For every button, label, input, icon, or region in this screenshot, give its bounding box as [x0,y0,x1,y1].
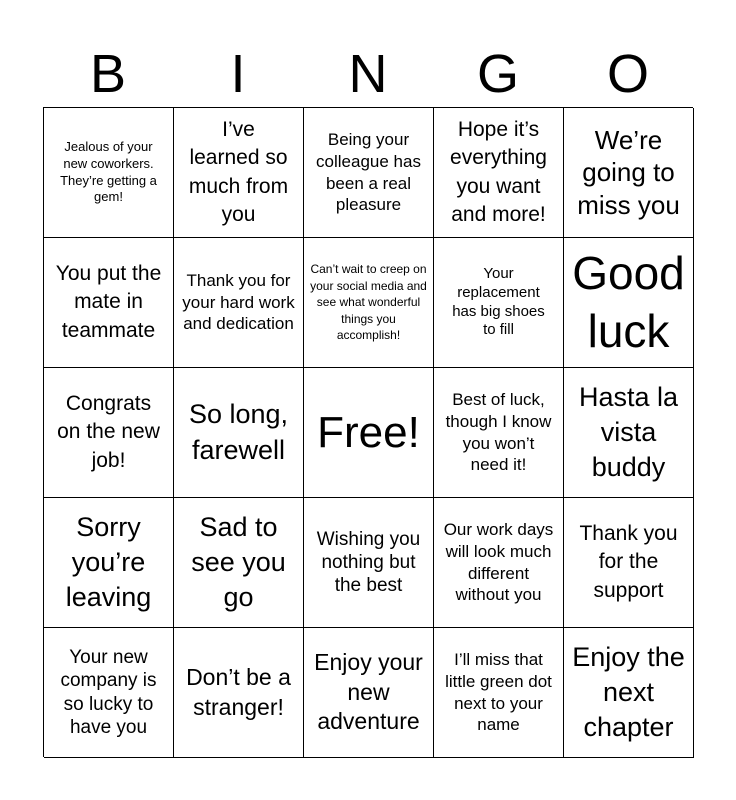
cell-text: Best of luck, though I know you won’t need it! [445,390,552,475]
bingo-cell-1-3 [304,108,434,238]
bingo-cell-1-1 [44,108,174,238]
bingo-cell-2-2 [174,238,304,368]
cell-text: Free! [317,407,420,457]
cell-text: Thank you for the support [579,521,678,602]
cell-text: Our work days will look much different without you [443,520,554,605]
header-letter-g: G [476,44,519,104]
cell-text: Sorry you’re leaving [65,511,152,613]
cell-text: Hasta la vista buddy [578,381,679,483]
bingo-cell-5-5 [564,628,694,758]
cell-text: So long, farewell [188,399,289,465]
bingo-cell-4-3 [304,498,434,628]
cell-text: Sad to see you go [191,511,286,613]
bingo-cell-3-4 [434,368,564,498]
cell-text: Congrats on the new job! [57,391,160,472]
header-letter-b: B [89,44,127,104]
cell-text: Being your colleague has been a real pleasure [316,130,421,215]
cell-text: Can’t wait to creep on your social media and see what wonderful things you accomplish! [310,262,427,343]
bingo-cell-2-5 [564,238,694,368]
header-letter-i: I [230,44,246,104]
cell-text: You put the mate in teammate [55,261,162,342]
bingo-cell-5-3 [304,628,434,758]
bingo-cell-1-5 [564,108,694,238]
bingo-cell-5-1 [44,628,174,758]
bingo-cell-3-5 [564,368,694,498]
cell-text: Your replacement has big shoes to fill [452,265,545,339]
bingo-cell-2-1 [44,238,174,368]
bingo-cell-5-2 [174,628,304,758]
cell-text: I’ll miss that little green dot next to your name [445,650,552,735]
bingo-cell-3-3 [304,368,434,498]
bingo-cell-1-2 [174,108,304,238]
bingo-header [43,40,693,108]
bingo-cell-4-5 [564,498,694,628]
header-letter-o: O [606,44,649,104]
cell-text: Enjoy your new adventure [314,648,423,735]
cell-text: Good luck [572,247,685,357]
bingo-cell-3-2 [174,368,304,498]
bingo-cell-4-1 [44,498,174,628]
bingo-cell-1-4 [434,108,564,238]
cell-text: Wishing you nothing but the best [316,528,421,597]
bingo-cell-3-1 [44,368,174,498]
cell-text: Don’t be a stranger! [186,663,291,720]
bingo-grid [43,107,693,757]
cell-text: Hope it’s everything you want and more! [450,117,547,226]
header-letter-n: N [348,44,388,104]
bingo-cell-2-4 [434,238,564,368]
cell-text: Thank you for your hard work and dedication [182,270,295,334]
bingo-cell-4-4 [434,498,564,628]
cell-text: Your new company is so lucky to have you [60,647,157,738]
cell-text: I’ve learned so much from you [188,117,289,226]
cell-text: Jealous of your new coworkers. They’re getting a gem! [60,138,157,205]
bingo-cell-5-4 [434,628,564,758]
bingo-cell-2-3 [304,238,434,368]
bingo-cell-4-2 [174,498,304,628]
cell-text: We’re going to miss you [577,124,680,220]
cell-text: Enjoy the next chapter [572,641,685,743]
